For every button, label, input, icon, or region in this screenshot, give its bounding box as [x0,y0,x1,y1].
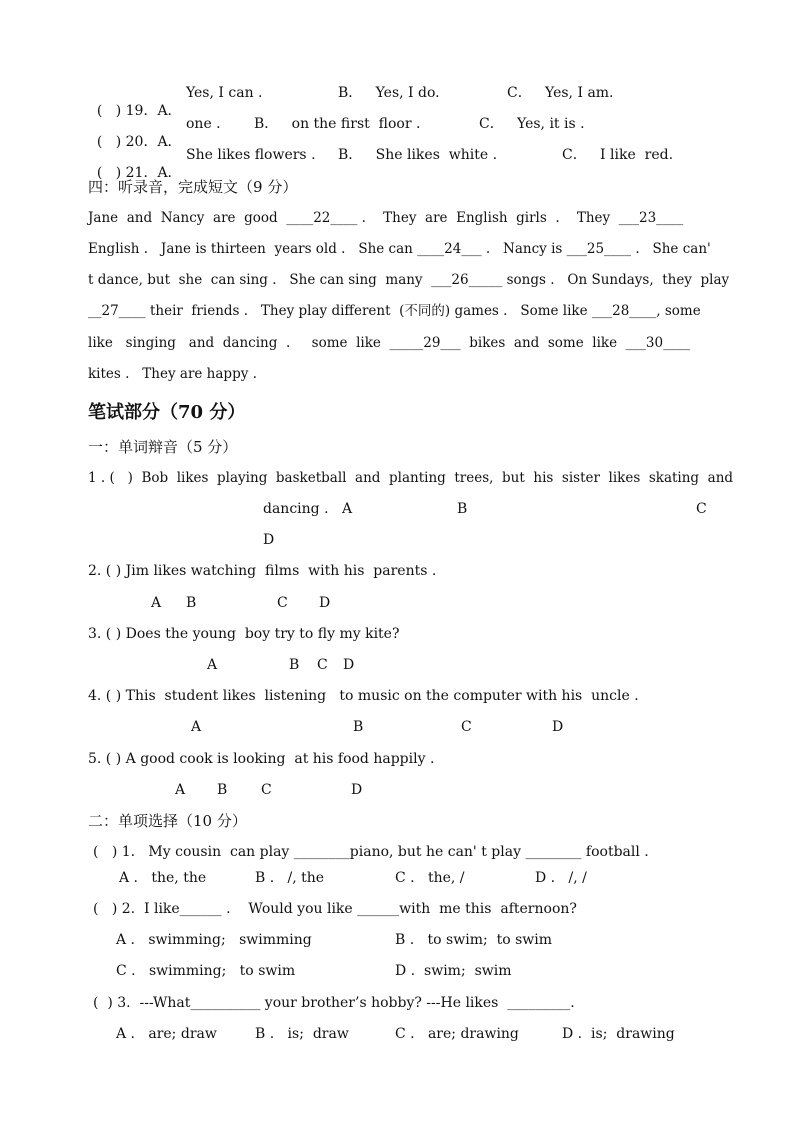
phonics-question-5: 5. ( ) A good cook is looking at his food happily . [88,751,435,767]
option-letter: C [317,657,328,673]
option-letter: A [342,501,353,517]
option-letter: D [552,719,564,735]
section-title: 二：单项选择（10 分） [88,812,247,830]
phonics-question-3: 3. ( ) Does the young boy try to fly my kite? [88,626,400,642]
question-number: ( ) 19．A． [96,103,182,119]
option-letter: C [461,719,472,735]
phonics-question-1: 1 . ( ) Bob likes playing basketball and planting trees, but his sister likes skating and [88,470,734,486]
option-letter: D [343,657,355,673]
choice-question-3: ( ) 3. ---What__________ your brother’s hobby? ---He likes _________. [93,995,575,1011]
passage-line: t dance, but she can sing . She can sing many ___26_____ songs . On Sundays, they play [88,272,730,288]
choice-option-c: C . swimming; to swim [116,963,296,979]
option-letter: B [289,657,300,673]
phonics-question-4: 4. ( ) This student likes listening to music on the computer with his uncle . [88,688,639,704]
option-b: B． She likes white . [338,147,498,163]
section-title: 一：单词辩音（5 分） [88,438,238,456]
passage-line: Jane and Nancy are good ____22____ . They are English girls . They ___23____ [88,210,684,226]
question-number: ( ) 20．A． [96,134,182,150]
option-c: C． Yes, I am. [507,85,614,101]
choice-option-c: C . are; drawing [395,1026,519,1042]
choice-option-b: B . to swim; to swim [395,932,553,948]
choice-option-c: C . the, / [395,870,465,886]
option-letter: D [263,532,275,548]
choice-question-2: ( ) 2. I like______ . Would you like ______with me this afternoon? [93,901,577,917]
phonics-question-1-cont: dancing . [263,501,329,517]
choice-option-a: A . the, the [119,870,207,886]
choice-option-b: B . is; draw [255,1026,349,1042]
question-number: ( ) 21．A． [96,165,182,181]
choice-question-1: ( ) 1. My cousin can play ________piano, but he can' t play ________ football . [93,844,649,860]
passage-line: kites . They are happy . [88,366,257,382]
option-c: C． Yes, it is . [479,116,585,132]
passage-line: like singing and dancing . some like _____29___ bikes and some like ___30____ [88,335,691,351]
option-letter: C [261,782,272,798]
option-letter: B [353,719,364,735]
option-b: B． on the first floor . [254,116,421,132]
option-letter: B [217,782,228,798]
option-letter: C [277,595,288,611]
option-a: She likes flowers . [186,147,316,163]
option-a: Yes, I can . [186,85,263,101]
option-letter: D [351,782,363,798]
option-letter: A [175,782,186,798]
choice-option-a: A . swimming; swimming [116,932,312,948]
option-letter: A [191,719,202,735]
written-part-title: 笔试部分（70 分） [88,402,246,423]
passage-line: English . Jane is thirteen years old . She can ____24___ . Nancy is ___25____ . She can' [88,241,711,257]
choice-option-d: D . swim; swim [395,963,512,979]
option-letter: B [457,501,468,517]
option-letter: B [186,595,197,611]
option-letter: C [696,501,707,517]
choice-option-d: D . is; drawing [562,1026,675,1042]
option-letter: A [151,595,162,611]
option-b: B． Yes, I do. [338,85,440,101]
option-a: one . [186,116,221,132]
choice-option-d: D . /, / [535,870,587,886]
option-letter: A [207,657,218,673]
choice-option-b: B . /, the [255,870,325,886]
phonics-question-2: 2. ( ) Jim likes watching films with his parents . [88,563,437,579]
choice-option-a: A . are; draw [116,1026,217,1042]
option-c: C． I like red. [562,147,674,163]
passage-line: __27____ their friends . They play different (不同的) games . Some like ___28____, some [88,303,701,319]
option-letter: D [319,595,331,611]
section-title: 四：听录音，完成短文（9 分） [88,178,298,196]
